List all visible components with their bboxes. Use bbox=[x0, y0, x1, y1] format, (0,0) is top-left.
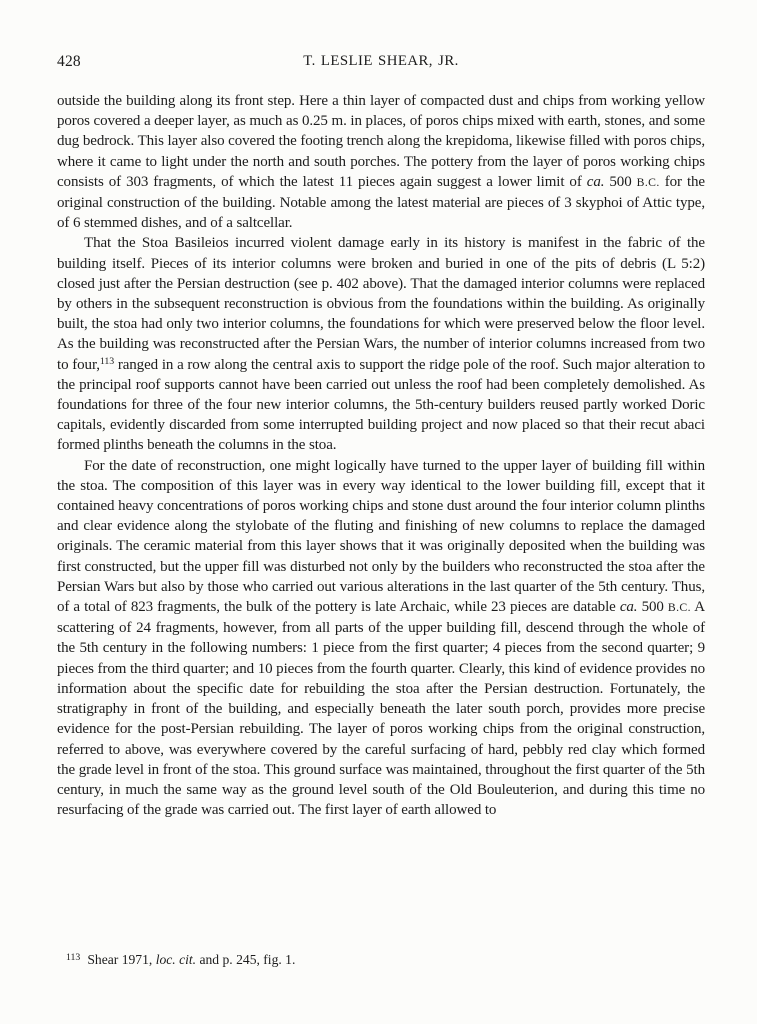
running-head: T. LESLIE SHEAR, JR. bbox=[303, 53, 459, 69]
text-segment: for the original construction of the building. Notable among the latest material are pieces of 3 skyphoi of Attic type, of 6 stemmed dishes, and of a saltcellar. bbox=[57, 173, 705, 232]
body-text bbox=[57, 91, 705, 820]
text-segment: outside the building along its front step. Here a thin layer of compacted dust and chips from working yellow poros covered a deeper layer, as much as 0.25 m. in places, of poros chips mixed with earth, stones, and some dug bedrock. This layer also covered the footing trench along the krepidoma, likewise filled with poros chips, where it came to light under the north and south porches. The pottery from the layer of poros working chips consists of 303 fragments, of which the latest 11 pieces again suggest a lower limit of bbox=[57, 93, 705, 190]
paragraph bbox=[57, 233, 705, 455]
text-segment: For the date of reconstruction, one might logically have turned to the upper layer of building fill within the stoa. The composition of this layer was in every way identical to the lower building fill, except that it contained heavy concentrations of poros working chips and stone dust around the four interior column plinths and clear evidence along the stylobate of the fluting and finishing of new columns to replace the damaged originals. The ceramic material from this layer shows that it was originally deposited when the building was first constructed, but the upper fill was disturbed not only by the builders who reconstructed the stoa after the Persian Wars but also by those who carried out various alterations in the last quarter of the 5th century. Thus, of a total of 823 fragments, the bulk of the pottery is late Archaic, while 23 pieces are datable bbox=[57, 457, 705, 616]
footnote-marker: 113 bbox=[66, 951, 81, 963]
text-segment: A scattering of 24 fragments, however, from all parts of the upper building fill, descend through the whole of the 5th century in the following numbers: 1 piece from the first quarter; 4 pieces from the second quarter; 9 pieces from the third quarter; and 10 pieces from the fourth quarter. Clearly, this kind of evidence provides no information about the specific date for rebuilding the stoa after the Persian destruction. Fortunately, the stratigraphy in front of the building, and especially beneath the later south porch, provides more precise evidence for the post-Persian rebuilding. The layer of poros working chips from the original construction, referred to above, was everywhere covered by the careful surfacing of hard, pebbly red clay which formed the grade level in front of the stoa. This ground surface was maintained, throughout the first quarter of the 5th century, in much the same way as the ground level south of the Old Bouleuterion, and during this time no resurfacing of the grade was carried out. The first layer of earth allowed to bbox=[57, 599, 705, 819]
text-segment: That the Stoa Basileios incurred violent damage early in its history is manifest in the fabric of the building itself. Pieces of its interior columns were broken and buried in one of the pits of debris (L 5:2) closed just after the Persian destruction (see p. 402 above). That the damaged interior columns were replaced by others in the subsequent reconstruction is obvious from the foundations within the building. As originally built, the stoa had only two interior columns, the foundations for which were preserved below the floor level. As the building was reconstructed after the Persian Wars, the number of interior columns increased from two to four, bbox=[57, 235, 705, 373]
text-segment: ca. bbox=[586, 173, 605, 190]
text-segment: B.C. bbox=[636, 175, 660, 189]
page-number: 428 bbox=[57, 53, 81, 70]
text-segment: ca. bbox=[619, 599, 638, 616]
text-segment: Shear 1971, bbox=[87, 952, 156, 967]
text-segment: ranged in a row along the central axis to support the ridge pole of the roof. Such major alteration to the principal roof supports cannot have been carried out unless the roof had been completely demolished. As foundations for three of the four new interior columns, the 5th-century builders reused partly worked Doric capitals, evidently discarded from some interrupted building project and now placed so that their recut abaci formed plinths beneath the columns in the stoa. bbox=[57, 356, 705, 454]
text-segment: loc. cit. bbox=[155, 952, 197, 967]
text-segment: 500 bbox=[604, 173, 637, 190]
footnote-text bbox=[87, 952, 295, 967]
text-segment: 500 bbox=[637, 599, 668, 616]
paragraph bbox=[57, 456, 705, 821]
text-segment: and p. 245, fig. 1. bbox=[196, 952, 296, 967]
paragraph bbox=[57, 91, 705, 233]
text-segment: B.C. bbox=[667, 601, 691, 615]
footnote bbox=[57, 951, 705, 970]
page-header bbox=[57, 53, 705, 73]
footnote-ref: 113 bbox=[99, 356, 115, 368]
